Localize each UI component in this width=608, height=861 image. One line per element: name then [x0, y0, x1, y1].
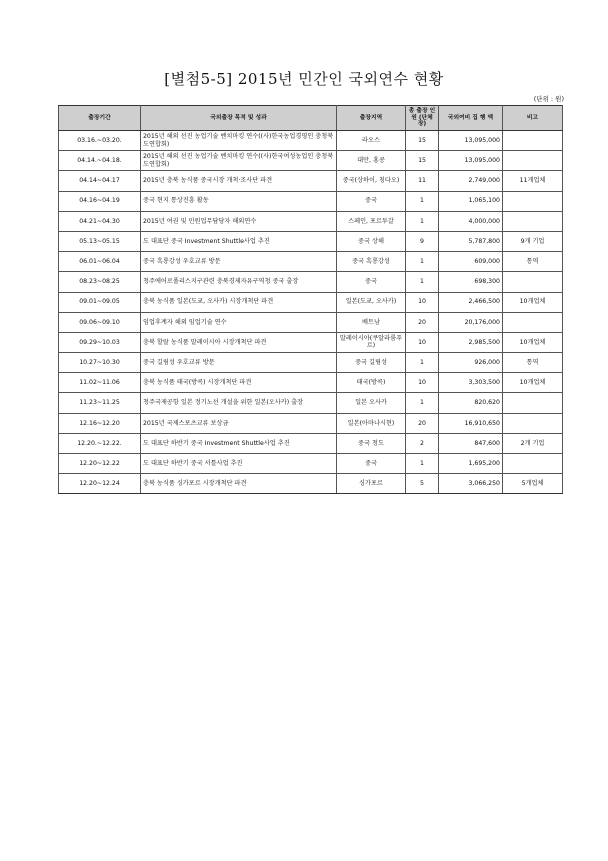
cell-purpose: 도 대표단 하반기 중국 Investment Shuttle사업 추진	[141, 433, 337, 453]
table-header-row	[59, 106, 563, 131]
header-count: 총 출장 인 원 (단체장)	[406, 106, 439, 131]
cell-count: 1	[406, 252, 439, 272]
cell-period: 11.02~11.06	[59, 373, 141, 393]
table-row	[59, 373, 563, 393]
cell-purpose: 임업후계자 해외 임업기술 연수	[141, 312, 337, 332]
cell-count: 5	[406, 474, 439, 494]
table-row	[59, 353, 563, 373]
table-row	[59, 292, 563, 312]
cell-budget: 20,176,000	[439, 312, 503, 332]
cell-purpose: 2015년 여권 및 민원업무담당자 해외연수	[141, 211, 337, 231]
cell-period: 04.21~04.30	[59, 211, 141, 231]
cell-region: 중국	[337, 454, 406, 474]
cell-budget: 2,749,000	[439, 171, 503, 191]
cell-budget: 3,066,250	[439, 474, 503, 494]
cell-count: 15	[406, 151, 439, 171]
cell-note: 11개업체	[503, 171, 563, 191]
cell-purpose: 2015년 해외 선진 농업기술 벤치마킹 연수((사)한국농업경영인 충청북도연합회)	[141, 131, 337, 151]
header-budget: 국외여비 집 행 액	[439, 106, 503, 131]
cell-period: 06.01~06.04	[59, 252, 141, 272]
unit-label: (단위 : 원)	[533, 95, 564, 103]
cell-period: 09.29~10.03	[59, 332, 141, 352]
cell-period: 12.20~12.24	[59, 474, 141, 494]
table-row	[59, 332, 563, 352]
cell-region: 대만, 홍콩	[337, 151, 406, 171]
cell-purpose: 중국 길림성 우호교류 방문	[141, 353, 337, 373]
cell-region: 일본 오사카	[337, 393, 406, 413]
cell-note	[503, 393, 563, 413]
table-row	[59, 454, 563, 474]
cell-purpose: 2015년 국제스포츠교류 보상금	[141, 413, 337, 433]
cell-purpose: 충북 농식품 싱가포르 시장개척단 파견	[141, 474, 337, 494]
table-row	[59, 171, 563, 191]
table-row	[59, 312, 563, 332]
cell-region: 중국(상하이, 칭다오)	[337, 171, 406, 191]
cell-purpose: 청주국제공항 일본 정기노선 개설을 위한 일본(오사카) 출장	[141, 393, 337, 413]
cell-note: 5개업체	[503, 474, 563, 494]
cell-region: 일본(아마나시현)	[337, 413, 406, 433]
table-row	[59, 231, 563, 251]
cell-purpose: 충북 농식품 태국(방콕) 시장개척단 파견	[141, 373, 337, 393]
header-note: 비고	[503, 106, 563, 131]
cell-period: 09.01~09.05	[59, 292, 141, 312]
cell-count: 10	[406, 292, 439, 312]
cell-budget: 820,620	[439, 393, 503, 413]
table-row	[59, 211, 563, 231]
cell-budget: 13,095,000	[439, 151, 503, 171]
cell-note: 10개업체	[503, 332, 563, 352]
table-row	[59, 131, 563, 151]
cell-region: 태국(방콕)	[337, 373, 406, 393]
cell-count: 20	[406, 413, 439, 433]
cell-region: 중국	[337, 272, 406, 292]
cell-budget: 847,600	[439, 433, 503, 453]
cell-purpose: 2015년 충북 농식품 중국시장 개척·조사단 파견	[141, 171, 337, 191]
cell-note	[503, 312, 563, 332]
cell-count: 1	[406, 393, 439, 413]
cell-budget: 926,000	[439, 353, 503, 373]
cell-period: 04.14~04.17	[59, 171, 141, 191]
overseas-training-table	[58, 105, 563, 494]
cell-note	[503, 454, 563, 474]
cell-count: 1	[406, 272, 439, 292]
cell-period: 12.16~12.20	[59, 413, 141, 433]
cell-period: 04.16~04.19	[59, 191, 141, 211]
header-region: 출장지역	[337, 106, 406, 131]
cell-count: 10	[406, 373, 439, 393]
cell-note: 2개 기업	[503, 433, 563, 453]
cell-purpose: 충북 할랄 농식품 말레이시아 시장개척단 파견	[141, 332, 337, 352]
cell-count: 2	[406, 433, 439, 453]
cell-region: 중국 청도	[337, 433, 406, 453]
cell-note	[503, 151, 563, 171]
cell-budget: 1,695,200	[439, 454, 503, 474]
cell-budget: 1,065,100	[439, 191, 503, 211]
header-period: 출장기간	[59, 106, 141, 131]
cell-note: 통역	[503, 252, 563, 272]
cell-region: 스페인, 포르투갈	[337, 211, 406, 231]
table-row	[59, 393, 563, 413]
cell-purpose: 도 대표단 중국 Investment Shuttle사업 추진	[141, 231, 337, 251]
table-row	[59, 151, 563, 171]
cell-budget: 16,910,650	[439, 413, 503, 433]
cell-region: 싱가포르	[337, 474, 406, 494]
cell-region: 중국 흑룡강성	[337, 252, 406, 272]
cell-budget: 698,300	[439, 272, 503, 292]
cell-note: 10개업체	[503, 292, 563, 312]
cell-budget: 4,000,000	[439, 211, 503, 231]
cell-note	[503, 131, 563, 151]
table-row	[59, 433, 563, 453]
cell-purpose: 도 대표단 하반기 중국 서틀사업 추진	[141, 454, 337, 474]
table-row	[59, 191, 563, 211]
cell-budget: 3,303,500	[439, 373, 503, 393]
cell-count: 1	[406, 353, 439, 373]
cell-note: 10개업체	[503, 373, 563, 393]
cell-count: 1	[406, 211, 439, 231]
cell-budget: 13,095,000	[439, 131, 503, 151]
cell-budget: 2,985,500	[439, 332, 503, 352]
cell-purpose: 중국 현지 통상진흥 활동	[141, 191, 337, 211]
cell-purpose: 충북 농식품 일본(도쿄, 오사카) 시장개척단 파견	[141, 292, 337, 312]
table-row	[59, 474, 563, 494]
cell-period: 09.06~09.10	[59, 312, 141, 332]
cell-region: 중국 길림성	[337, 353, 406, 373]
cell-note	[503, 272, 563, 292]
cell-period: 12.20.~12.22.	[59, 433, 141, 453]
cell-purpose: 청주에어로폴리스지구관련 충북경제자유구역청 중국 출장	[141, 272, 337, 292]
page-title: [별첨5-5] 2015년 민간인 국외연수 현황	[164, 70, 444, 88]
cell-region: 일본(도쿄, 오사카)	[337, 292, 406, 312]
table-row	[59, 252, 563, 272]
cell-budget: 609,000	[439, 252, 503, 272]
table-row	[59, 272, 563, 292]
cell-region: 말레이시아(쿠알라룸푸르)	[337, 332, 406, 352]
cell-purpose: 중국 흑룡강성 우호교류 방문	[141, 252, 337, 272]
table-row	[59, 413, 563, 433]
table-body	[59, 131, 563, 494]
cell-count: 15	[406, 131, 439, 151]
cell-note	[503, 211, 563, 231]
cell-region: 중국	[337, 191, 406, 211]
cell-count: 20	[406, 312, 439, 332]
cell-period: 08.23~08.25	[59, 272, 141, 292]
cell-count: 1	[406, 191, 439, 211]
cell-purpose: 2015년 해외 선진 농업기술 벤치마킹 연수((사)한국여성농업인 충청북도연합회)	[141, 151, 337, 171]
cell-budget: 2,466,500	[439, 292, 503, 312]
cell-note: 통역	[503, 353, 563, 373]
cell-count: 10	[406, 332, 439, 352]
cell-period: 04.14.~04.18.	[59, 151, 141, 171]
cell-period: 05.13~05.15	[59, 231, 141, 251]
cell-budget: 5,787,800	[439, 231, 503, 251]
cell-period: 12.20~12.22	[59, 454, 141, 474]
cell-region: 베트남	[337, 312, 406, 332]
cell-note	[503, 413, 563, 433]
cell-period: 11.23~11.25	[59, 393, 141, 413]
cell-region: 중국 상해	[337, 231, 406, 251]
cell-count: 9	[406, 231, 439, 251]
cell-period: 10.27~10.30	[59, 353, 141, 373]
cell-period: 03.16.~03.20.	[59, 131, 141, 151]
cell-note	[503, 191, 563, 211]
cell-region: 라오스	[337, 131, 406, 151]
cell-count: 11	[406, 171, 439, 191]
cell-count: 1	[406, 454, 439, 474]
cell-note: 9개 기업	[503, 231, 563, 251]
header-purpose: 국외출장 목적 및 성과	[141, 106, 337, 131]
